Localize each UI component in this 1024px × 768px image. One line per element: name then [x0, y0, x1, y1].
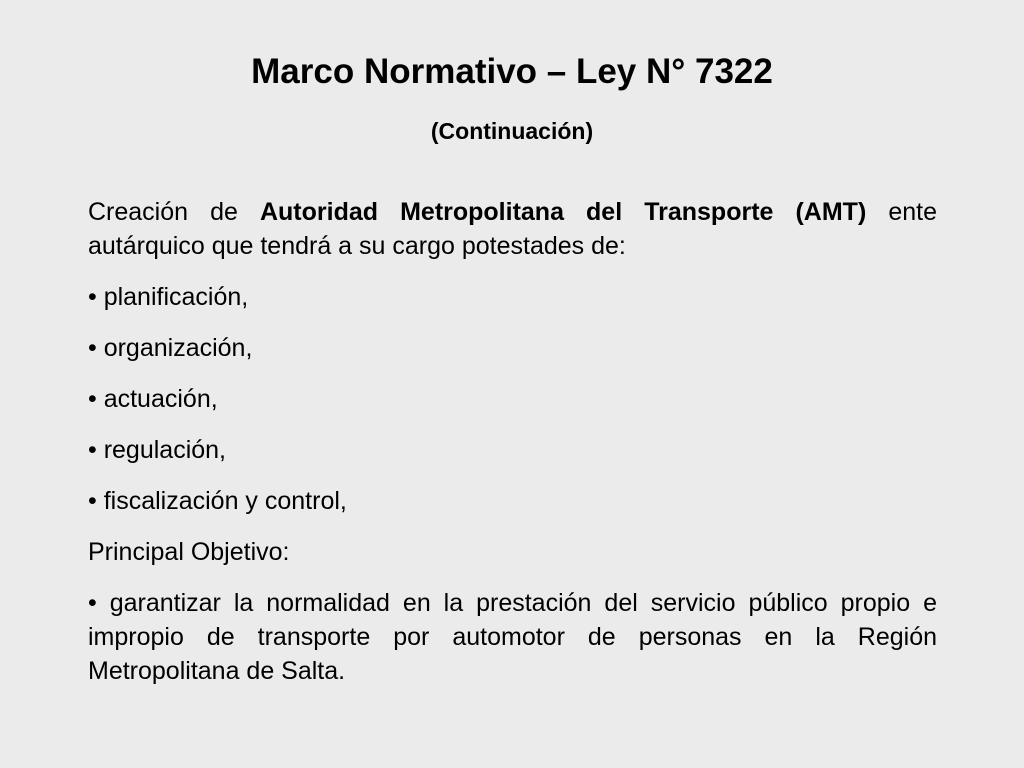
objective-heading: Principal Objetivo:	[88, 538, 290, 566]
slide-subtitle: (Continuación)	[430, 118, 594, 144]
slide-title: Marco Normativo – Ley N° 7322	[251, 52, 773, 91]
intro-entity: Autoridad Metropolitana del Transporte (AMT)	[259, 198, 867, 226]
power-item: • organización,	[88, 334, 253, 362]
power-item: • fiscalización y control,	[88, 487, 347, 515]
objective-text: • garantizar la normalidad en la prestación del servicio público propio e impropio de transporte por automotor de personas en la Región Metropolitana de Salta.	[88, 589, 937, 685]
intro-paragraph	[88, 195, 937, 263]
power-item: • regulación,	[88, 436, 227, 464]
slide-content	[88, 195, 937, 705]
power-item: • planificación,	[88, 283, 249, 311]
intro-prefix: Creación de	[88, 198, 260, 226]
intro-suffix: ente autárquico que tendrá a su cargo potestades de:	[88, 198, 937, 260]
power-item: • actuación,	[88, 385, 218, 413]
